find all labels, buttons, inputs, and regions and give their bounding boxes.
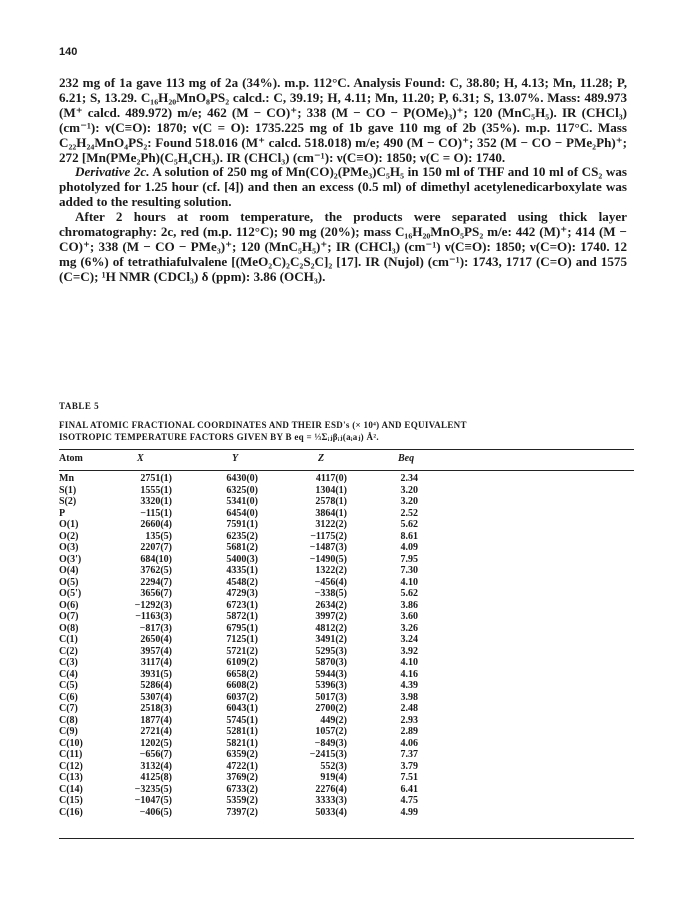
cell-atom: C(11) <box>59 749 83 760</box>
cell-z: 3491(2) <box>315 634 347 645</box>
cell-z: 1057(2) <box>315 726 347 737</box>
cell-beq: 3.20 <box>400 484 418 496</box>
cell-atom: C(2) <box>59 645 78 657</box>
cell-x: −406(5) <box>139 806 172 818</box>
table-caption <box>59 419 634 443</box>
cell-y: 4335(1) <box>226 565 258 576</box>
cell-x: 4125(8) <box>140 772 172 783</box>
cell-y: 7397(2) <box>226 806 258 818</box>
cell-z: −1487(3) <box>309 542 347 553</box>
cell-z: 3997(2) <box>315 611 347 622</box>
table-row <box>0 519 680 531</box>
cell-atom: C(6) <box>59 691 78 703</box>
cell-atom: C(16) <box>59 806 83 818</box>
cell-z: 919(4) <box>320 772 347 783</box>
cell-x: 3117(4) <box>140 657 172 668</box>
paragraph-2a-2b: 232 mg of 1a gave 113 mg of 2a (34%). m.p. 112°C. Analysis Found: C, 38.80; H, 4.13; Mn, 11.28; P, 6.21; S, 13.29. C₁₆H₂₀MnO₈PS₂ calcd.: C, 39.19; H, 4.11; Mn, 11.20; P, 6.31; S, 13.07%. Mass: 489.973 (M⁺ calcd. 489.972) m/e; 462 (M − CO)⁺; 338 (M − CO − P(OMe)₃)⁺; 120 (MnC₅H₅). IR (CHCl₃) (cm⁻¹): ν(C≡O): 1870; ν(C = O): 1735.225 mg of 1b gave 110 mg of 2b (35%). m.p. 117°C. Mass C₂₂H₂₄MnO₄PS₂: Found 518.016 (M⁺ calcd. 518.018) m/e; 490 (M − CO)⁺; 352 (M − CO − PMe₂Ph)⁺; 272 [Mn(PMe₂Ph)(C₅H₄CH₃). IR (CHCl₃) (cm⁻¹): ν(C≡O): 1850; ν(C = O): 1740. <box>59 75 627 165</box>
cell-z: 449(2) <box>320 714 347 726</box>
header-beq: Beq <box>398 453 415 464</box>
cell-beq: 4.06 <box>400 737 418 749</box>
cell-atom: C(5) <box>59 680 78 691</box>
cell-x: −3235(5) <box>134 783 172 795</box>
cell-y: 5681(2) <box>226 542 258 553</box>
table-row <box>0 542 680 554</box>
cell-z: 4117(0) <box>315 473 347 484</box>
cell-atom: C(13) <box>59 772 83 783</box>
cell-atom: O(7) <box>59 611 79 622</box>
cell-x: 1202(5) <box>140 737 172 749</box>
cell-y: 6658(2) <box>226 668 258 680</box>
cell-beq: 3.86 <box>400 599 418 611</box>
cell-beq: 7.95 <box>400 553 418 565</box>
cell-z: 5396(3) <box>315 680 347 691</box>
table-row <box>0 784 680 796</box>
cell-x: 135(5) <box>145 530 172 542</box>
cell-atom: C(4) <box>59 668 78 680</box>
cell-z: −338(5) <box>314 588 347 599</box>
table-row <box>0 554 680 566</box>
cell-x: 3762(5) <box>140 565 172 576</box>
cell-y: 7125(1) <box>226 634 258 645</box>
cell-beq: 2.89 <box>400 726 418 737</box>
table-row <box>0 749 680 761</box>
table-row <box>0 738 680 750</box>
cell-z: 2634(2) <box>315 599 347 611</box>
cell-x: 5286(4) <box>140 680 172 691</box>
table-row <box>0 634 680 646</box>
cell-atom: P <box>59 507 66 519</box>
cell-y: 6723(1) <box>226 599 258 611</box>
cell-atom: O(2) <box>59 530 79 542</box>
table-row <box>0 680 680 692</box>
cell-x: 2518(3) <box>140 703 172 714</box>
table-bottom-rule <box>59 838 634 839</box>
cell-atom: C(1) <box>59 634 78 645</box>
table-row <box>0 795 680 807</box>
cell-x: −817(3) <box>139 622 172 634</box>
cell-atom: C(12) <box>59 760 83 772</box>
cell-y: 6235(2) <box>226 530 258 542</box>
cell-y: 6430(0) <box>226 473 258 484</box>
cell-x: −115(1) <box>140 507 172 519</box>
cell-beq: 4.16 <box>400 668 418 680</box>
cell-x: 2660(4) <box>140 519 172 530</box>
cell-z: 5295(3) <box>315 645 347 657</box>
cell-z: 4812(2) <box>315 622 347 634</box>
cell-z: 2578(1) <box>315 496 347 507</box>
cell-beq: 3.98 <box>400 691 418 703</box>
cell-beq: 3.24 <box>400 634 418 645</box>
cell-z: 1304(1) <box>315 484 347 496</box>
table-row <box>0 496 680 508</box>
cell-z: 5033(4) <box>315 806 347 818</box>
cell-beq: 5.62 <box>400 588 418 599</box>
table-row <box>0 611 680 623</box>
cell-beq: 3.60 <box>400 611 418 622</box>
cell-beq: 2.93 <box>400 714 418 726</box>
cell-x: 3931(5) <box>140 668 172 680</box>
cell-atom: O(8) <box>59 622 79 634</box>
cell-x: 3957(4) <box>140 645 172 657</box>
header-atom: Atom <box>59 453 83 464</box>
cell-y: 4729(3) <box>226 588 258 599</box>
table-row <box>0 669 680 681</box>
cell-atom: C(15) <box>59 795 83 806</box>
table-row <box>0 761 680 773</box>
cell-z: 3122(2) <box>315 519 347 530</box>
table-row <box>0 657 680 669</box>
cell-z: 5017(3) <box>315 691 347 703</box>
table-row <box>0 485 680 497</box>
cell-beq: 3.92 <box>400 645 418 657</box>
cell-y: 5400(3) <box>226 553 258 565</box>
cell-y: 6359(2) <box>226 749 258 760</box>
cell-atom: C(7) <box>59 703 78 714</box>
paragraph-chromatography: After 2 hours at room temperature, the products were separated using thick layer chromatography: 2c, red (m.p. 112°C); 90 mg (20%); mass C₁₆H₂₀MnO₅PS₂ m/e: 442 (M)⁺; 414 (M − CO)⁺; 338 (M − CO − PMe₃)⁺; 120 (MnC₅H₅)⁺; IR (CHCl₃) (cm⁻¹) ν(C≡O): 1850; ν(C=O): 1740. 12 mg (6%) of tetrathiafulvalene [(MeO₂C)₂C₂S₂C]₂ [17]. IR (Nujol) (cm⁻¹): 1743, 1717 (C=O) and 1575 (C=C); ¹H NMR (CDCl₃) δ (ppm): 3.86 (OCH₃). <box>59 209 627 284</box>
table-row <box>0 565 680 577</box>
cell-beq: 2.52 <box>400 507 418 519</box>
cell-z: 2700(2) <box>315 703 347 714</box>
cell-x: −656(7) <box>139 749 172 760</box>
cell-y: 4722(1) <box>226 760 258 772</box>
cell-atom: C(14) <box>59 783 83 795</box>
cell-y: 5745(1) <box>226 714 258 726</box>
cell-z: −1175(2) <box>310 530 347 542</box>
cell-y: 5359(2) <box>226 795 258 806</box>
cell-z: 3864(1) <box>315 507 347 519</box>
table-header-rule <box>59 470 634 471</box>
table-row <box>0 623 680 635</box>
cell-y: 6733(2) <box>226 783 258 795</box>
cell-y: 7591(1) <box>226 519 258 530</box>
cell-x: 3656(7) <box>140 588 172 599</box>
cell-y: 5341(0) <box>226 496 258 507</box>
cell-atom: S(1) <box>59 484 77 496</box>
table-top-rule <box>59 449 634 450</box>
cell-atom: O(4) <box>59 565 79 576</box>
cell-beq: 7.37 <box>400 749 418 760</box>
cell-atom: O(3') <box>59 553 82 565</box>
cell-atom: C(10) <box>59 737 83 749</box>
cell-z: 1322(2) <box>315 565 347 576</box>
cell-x: 3132(4) <box>140 760 172 772</box>
cell-beq: 4.10 <box>400 576 418 588</box>
cell-z: −1490(5) <box>309 553 347 565</box>
table-row <box>0 726 680 738</box>
table-header <box>0 453 680 467</box>
cell-beq: 3.20 <box>400 496 418 507</box>
cell-atom: C(9) <box>59 726 78 737</box>
table-row <box>0 692 680 704</box>
table-row <box>0 646 680 658</box>
cell-x: 2751(1) <box>140 473 172 484</box>
table-row <box>0 772 680 784</box>
cell-x: 5307(4) <box>140 691 172 703</box>
cell-atom: O(3) <box>59 542 79 553</box>
table-row <box>0 600 680 612</box>
table-row <box>0 588 680 600</box>
cell-y: 4548(2) <box>226 576 258 588</box>
cell-y: 6109(2) <box>226 657 258 668</box>
cell-z: 2276(4) <box>315 783 347 795</box>
header-x: X <box>137 453 144 464</box>
cell-z: 5944(3) <box>315 668 347 680</box>
table-caption-line-1: FINAL ATOMIC FRACTIONAL COORDINATES AND THEIR ESD's (× 10⁴) AND EQUIVALENT <box>59 420 467 430</box>
cell-atom: Mn <box>59 473 74 484</box>
cell-y: 6325(0) <box>226 484 258 496</box>
cell-beq: 8.61 <box>400 530 418 542</box>
cell-atom: O(1) <box>59 519 79 530</box>
cell-y: 5721(2) <box>226 645 258 657</box>
table-row <box>0 807 680 819</box>
cell-beq: 7.51 <box>400 772 418 783</box>
cell-x: 2294(7) <box>140 576 172 588</box>
cell-y: 6037(2) <box>226 691 258 703</box>
cell-z: 552(3) <box>320 760 347 772</box>
cell-x: 1555(1) <box>140 484 172 496</box>
table-caption-line-2: ISOTROPIC TEMPERATURE FACTORS GIVEN BY B eq = ⅓Σᵢⱼβᵢⱼ(aᵢaⱼ) Å². <box>59 432 379 442</box>
cell-atom: C(3) <box>59 657 78 668</box>
table-row <box>0 577 680 589</box>
cell-beq: 4.75 <box>400 795 418 806</box>
cell-beq: 4.09 <box>400 542 418 553</box>
cell-beq: 6.41 <box>400 783 418 795</box>
cell-beq: 5.62 <box>400 519 418 530</box>
cell-beq: 3.26 <box>400 622 418 634</box>
cell-z: 5870(3) <box>315 657 347 668</box>
cell-x: 3320(1) <box>140 496 172 507</box>
cell-x: 2207(7) <box>140 542 172 553</box>
cell-beq: 4.99 <box>400 806 418 818</box>
cell-y: 5821(1) <box>226 737 258 749</box>
paragraph-2c <box>59 165 627 210</box>
cell-x: −1163(3) <box>135 611 172 622</box>
header-y: Y <box>232 453 239 464</box>
cell-x: 2650(4) <box>140 634 172 645</box>
table-row <box>0 473 680 485</box>
cell-z: −456(4) <box>314 576 347 588</box>
cell-y: 6043(1) <box>226 703 258 714</box>
cell-beq: 4.39 <box>400 680 418 691</box>
cell-beq: 7.30 <box>400 565 418 576</box>
cell-beq: 2.48 <box>400 703 418 714</box>
cell-x: 1877(4) <box>140 714 172 726</box>
body-text <box>59 76 627 285</box>
cell-x: −1292(3) <box>134 599 172 611</box>
cell-z: 3333(3) <box>315 795 347 806</box>
table-row <box>0 703 680 715</box>
table-row <box>0 531 680 543</box>
cell-x: 684(10) <box>140 553 172 565</box>
cell-beq: 4.10 <box>400 657 418 668</box>
cell-x: 2721(4) <box>140 726 172 737</box>
cell-y: 6608(2) <box>226 680 258 691</box>
cell-y: 5872(1) <box>226 611 258 622</box>
cell-atom: O(5) <box>59 576 79 588</box>
table-row <box>0 715 680 727</box>
cell-z: −2415(3) <box>309 749 347 760</box>
header-z: Z <box>318 453 325 464</box>
cell-z: −849(3) <box>314 737 347 749</box>
table-body <box>0 473 680 818</box>
table-label: TABLE 5 <box>59 401 100 411</box>
cell-y: 6795(1) <box>226 622 258 634</box>
cell-atom: O(6) <box>59 599 79 611</box>
cell-y: 6454(0) <box>226 507 258 519</box>
cell-atom: C(8) <box>59 714 78 726</box>
cell-x: −1047(5) <box>134 795 172 806</box>
cell-beq: 2.34 <box>400 473 418 484</box>
cell-y: 5281(1) <box>226 726 258 737</box>
cell-atom: O(5') <box>59 588 82 599</box>
cell-atom: S(2) <box>59 496 77 507</box>
page-number: 140 <box>59 46 78 58</box>
cell-y: 3769(2) <box>226 772 258 783</box>
derivative-2c-heading: Derivative 2c. <box>75 164 150 180</box>
cell-beq: 3.79 <box>400 760 418 772</box>
table-row <box>0 508 680 520</box>
paragraph-2c-text: A solution of 250 mg of Mn(CO)₂(PMe₃)C₅H₅ in 150 ml of THF and 10 ml of CS₂ was photolyzed for 1.25 hour (cf. [4]) and then an excess (0.5 ml) of dimethyl acetylenedicarboxylate was added to the resulting solution. <box>59 164 627 210</box>
